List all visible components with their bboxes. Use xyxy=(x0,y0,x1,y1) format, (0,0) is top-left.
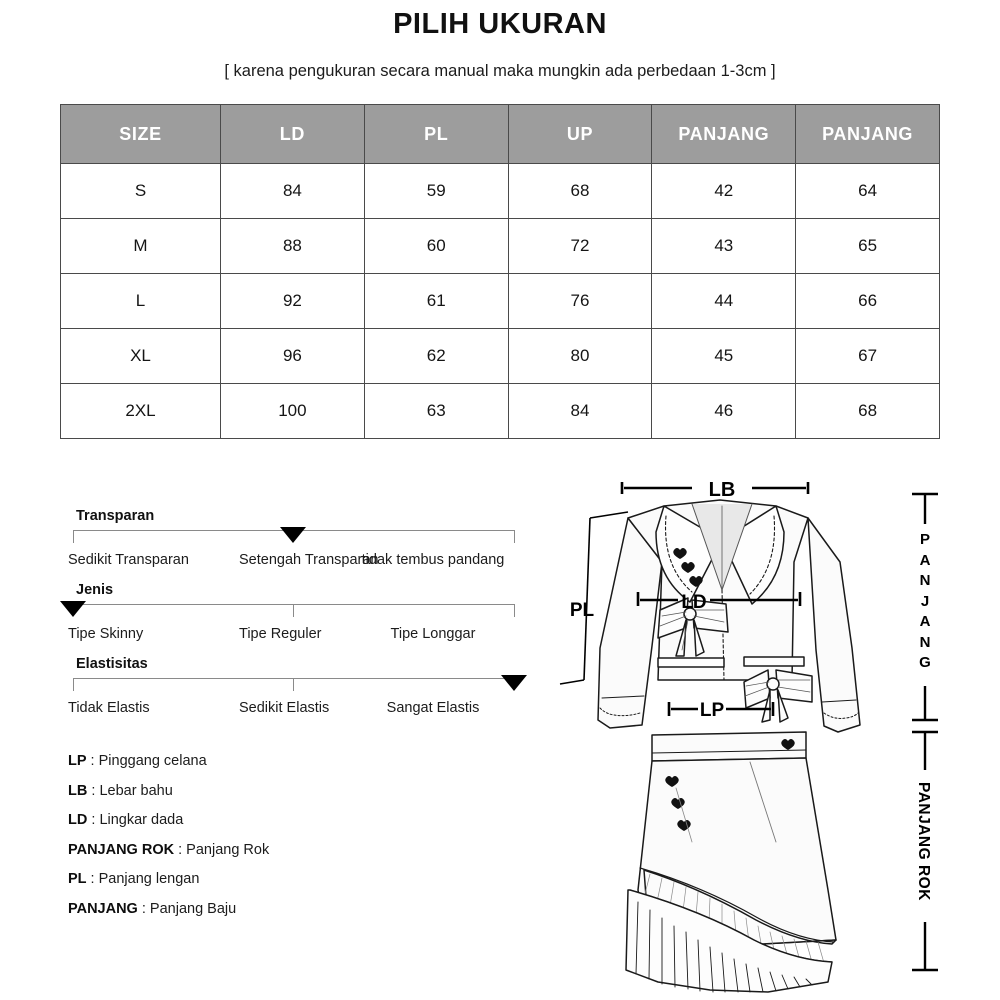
panjang-letter: N xyxy=(919,633,931,651)
scale-marker-triangle-icon xyxy=(280,527,306,543)
legend-item xyxy=(68,812,468,828)
legend-abbr: PANJANG xyxy=(68,900,138,917)
legend-item xyxy=(68,753,468,769)
abbreviation-legend xyxy=(68,753,468,930)
cell-ld: 96 xyxy=(221,329,365,384)
cell-up: 80 xyxy=(508,329,652,384)
legend-item xyxy=(68,783,468,799)
legend-desc: Panjang Baju xyxy=(149,900,237,917)
legend-abbr: PANJANG ROK xyxy=(68,841,175,858)
panjang-letter: A xyxy=(919,551,931,569)
legend-abbr: LP xyxy=(68,753,87,769)
scale-label-low: Tipe Skinny xyxy=(68,626,144,642)
scale-labels-jenis xyxy=(68,626,528,648)
table-header-row xyxy=(61,105,940,164)
cell-size: S xyxy=(61,164,221,219)
column-header-panjang: PANJANG xyxy=(652,105,796,164)
dimension-label-panjang-rok: PANJANG ROK xyxy=(915,782,932,901)
cell-panjang-2: 66 xyxy=(796,274,940,329)
scale-line xyxy=(73,604,515,605)
scale-label-low: Tidak Elastis xyxy=(68,700,150,716)
cell-panjang: 45 xyxy=(652,329,796,384)
cell-panjang: 46 xyxy=(652,384,796,439)
cell-up: 68 xyxy=(508,164,652,219)
lower-panel xyxy=(0,470,1000,1000)
scale-marker-triangle-icon xyxy=(501,675,527,691)
scale-labels-elastisitas xyxy=(68,700,528,722)
cell-panjang: 43 xyxy=(652,219,796,274)
scale-tick-left xyxy=(73,530,74,543)
table-row xyxy=(61,219,940,274)
cell-up: 84 xyxy=(508,384,652,439)
garment-illustration xyxy=(540,470,1000,1000)
scale-tick-mid xyxy=(293,604,294,617)
scale-line xyxy=(73,678,515,679)
panjang-letter: J xyxy=(920,592,930,610)
cell-pl: 59 xyxy=(364,164,508,219)
panjang-letter: G xyxy=(919,654,931,671)
legend-item xyxy=(68,901,468,917)
page-title: PILIH UKURAN xyxy=(393,8,607,40)
cell-up: 72 xyxy=(508,219,652,274)
scale-marker-triangle-icon xyxy=(60,601,86,617)
legend-sep: : xyxy=(86,871,99,887)
table-row xyxy=(61,384,940,439)
dimension-label-pl: PL xyxy=(569,600,595,621)
column-header-pl: PL xyxy=(364,105,508,164)
cell-panjang: 44 xyxy=(652,274,796,329)
dimension-label-panjang xyxy=(912,530,938,674)
column-header-up: UP xyxy=(508,105,652,164)
measurement-note: [ karena pengukuran secara manual maka mungkin ada perbedaan 1-3cm ] xyxy=(224,62,776,80)
legend-sep: : xyxy=(174,841,187,858)
legend-desc: Pinggang celana xyxy=(98,753,207,769)
column-header-ld: LD xyxy=(221,105,365,164)
scale-label-low: Sedikit Transparan xyxy=(68,552,189,568)
cell-pl: 61 xyxy=(364,274,508,329)
column-header-size: SIZE xyxy=(61,105,221,164)
dimension-label-lp: LP xyxy=(699,700,725,721)
legend-item xyxy=(68,842,468,858)
cell-pl: 62 xyxy=(364,329,508,384)
legend-abbr: LB xyxy=(68,782,88,799)
scale-tick-mid xyxy=(293,678,294,691)
scale-label-high: tidak tembus pandang xyxy=(361,552,505,568)
panjang-letter: P xyxy=(919,531,930,548)
scale-elastisitas xyxy=(68,656,528,722)
scale-title-transparan: Transparan xyxy=(76,508,155,524)
column-header-panjang-2: PANJANG xyxy=(796,105,940,164)
cell-ld: 88 xyxy=(221,219,365,274)
cell-ld: 84 xyxy=(221,164,365,219)
cell-size: XL xyxy=(61,329,221,384)
scale-label-mid: Sedikit Elastis xyxy=(239,700,330,716)
legend-sep: : xyxy=(87,782,100,799)
scale-bar-elastisitas xyxy=(73,678,515,696)
cell-panjang: 42 xyxy=(652,164,796,219)
cell-pl: 60 xyxy=(364,219,508,274)
cell-up: 76 xyxy=(508,274,652,329)
cell-ld: 100 xyxy=(221,384,365,439)
scale-label-high: Sangat Elastis xyxy=(386,700,480,716)
size-chart-table xyxy=(60,104,940,439)
table-row xyxy=(61,274,940,329)
cell-panjang-2: 65 xyxy=(796,219,940,274)
cell-size: L xyxy=(61,274,221,329)
dimension-label-lb: LB xyxy=(708,479,736,501)
scale-tick-right xyxy=(514,530,515,543)
scale-label-mid: Setengah Transparan xyxy=(239,552,379,568)
legend-desc: Panjang lengan xyxy=(98,871,200,887)
scale-tick-left xyxy=(73,678,74,691)
table-row xyxy=(61,164,940,219)
legend-desc: Panjang Rok xyxy=(186,841,270,858)
jacket-bow-lower xyxy=(744,670,812,722)
cell-size: 2XL xyxy=(61,384,221,439)
scale-transparan xyxy=(68,508,528,574)
cell-panjang-2: 64 xyxy=(796,164,940,219)
scale-title-elastisitas: Elastisitas xyxy=(76,656,148,672)
legend-sep: : xyxy=(86,753,99,769)
scale-label-mid: Tipe Reguler xyxy=(239,626,322,642)
skirt-waistband xyxy=(652,732,806,761)
panjang-letter: N xyxy=(919,572,931,589)
legend-desc: Lebar bahu xyxy=(99,782,173,799)
legend-desc: Lingkar dada xyxy=(99,812,184,828)
legend-item xyxy=(68,871,468,887)
dimension-label-ld: LD xyxy=(681,592,707,613)
cell-panjang-2: 67 xyxy=(796,329,940,384)
cell-panjang-2: 68 xyxy=(796,384,940,439)
scale-title-jenis: Jenis xyxy=(76,582,114,598)
legend-sep: : xyxy=(137,900,150,917)
scale-label-high: Tipe Longgar xyxy=(390,626,476,642)
scale-jenis xyxy=(68,582,528,648)
legend-sep: : xyxy=(87,812,100,828)
legend-abbr: LD xyxy=(68,812,88,828)
scale-bar-transparan xyxy=(73,530,515,548)
pocket-right xyxy=(744,657,804,666)
cell-size: M xyxy=(61,219,221,274)
pocket-left xyxy=(658,658,724,667)
scale-tick-right xyxy=(514,604,515,617)
panjang-letter: A xyxy=(919,613,931,630)
cell-ld: 92 xyxy=(221,274,365,329)
legend-abbr: PL xyxy=(68,871,87,887)
table-row xyxy=(61,329,940,384)
scale-bar-jenis xyxy=(73,604,515,622)
cell-pl: 63 xyxy=(364,384,508,439)
scale-labels-transparan xyxy=(68,552,528,574)
